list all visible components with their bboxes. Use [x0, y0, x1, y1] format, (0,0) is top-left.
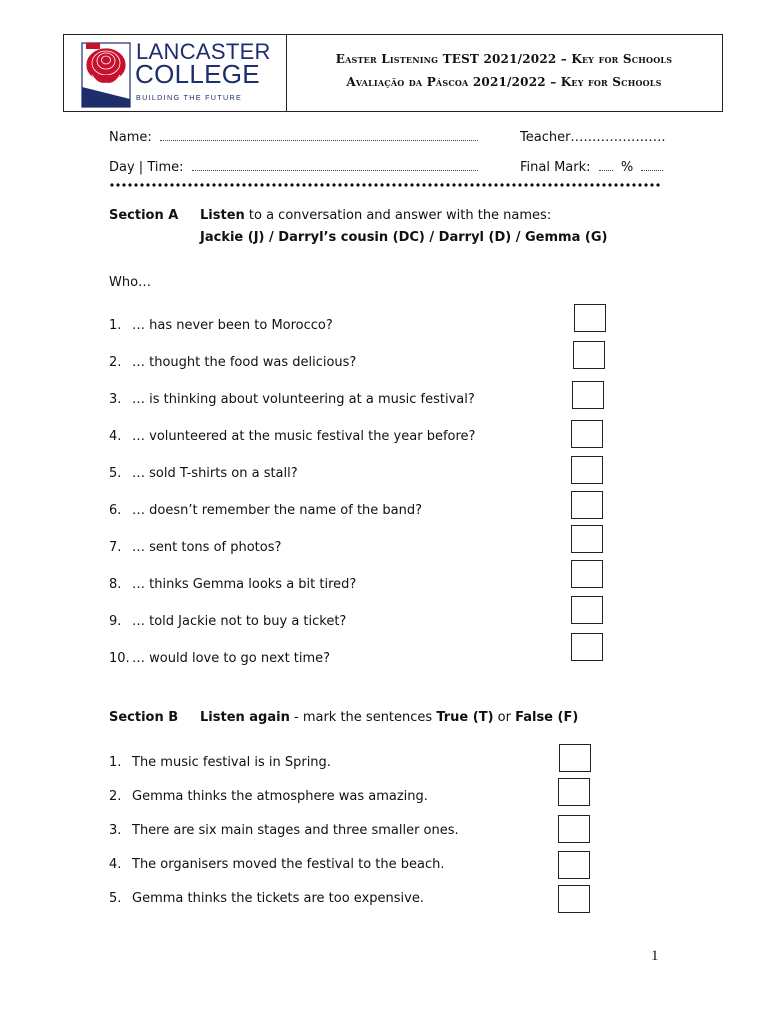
section-a-instruction-bold: Listen: [200, 208, 245, 223]
section-a-answer-box-10[interactable]: [571, 633, 603, 661]
question-number: 10.: [109, 651, 130, 666]
section-b-heading: [109, 710, 178, 725]
question-number: 8.: [109, 577, 122, 592]
section-a-answer-box-9[interactable]: [571, 596, 603, 624]
question-number: 4.: [109, 429, 122, 444]
logo-cell: [64, 35, 287, 111]
section-a-question-7: [109, 540, 281, 555]
teacher-field: [520, 130, 666, 145]
question-text: The organisers moved the festival to the beach.: [132, 857, 445, 872]
section-a-answer-box-7[interactable]: [571, 525, 603, 553]
final-mark-percent-blank[interactable]: [641, 160, 663, 171]
section-b-question-1: [109, 755, 331, 770]
question-text: … thinks Gemma looks a bit tired?: [132, 577, 357, 592]
section-b-instruction-mid: - mark the sentences: [289, 710, 437, 725]
question-number: 2.: [109, 355, 122, 370]
or-label: or: [493, 710, 516, 725]
section-a-instruction-rest: to a conversation and answer with the names:: [244, 208, 552, 223]
question-number: 1.: [109, 755, 122, 770]
percent-sign: %: [620, 160, 634, 175]
section-a-names: Jackie (J) / Darryl’s cousin (DC) / Darryl (D) / Gemma (G): [200, 230, 608, 245]
question-text: … sent tons of photos?: [132, 540, 282, 555]
question-number: 3.: [109, 392, 122, 407]
question-text: Gemma thinks the atmosphere was amazing.: [132, 789, 428, 804]
header-table: [63, 34, 723, 112]
question-number: 5.: [109, 466, 122, 481]
question-number: 7.: [109, 540, 122, 555]
section-b-instruction: [200, 710, 578, 725]
question-text: … told Jackie not to buy a ticket?: [132, 614, 347, 629]
section-b-question-4: [109, 857, 444, 872]
section-b-answer-box-2[interactable]: [558, 778, 590, 806]
separator-line: [109, 183, 660, 187]
section-a-question-8: [109, 577, 356, 592]
false-label: False (F): [515, 710, 579, 725]
section-a-answer-box-5[interactable]: [571, 456, 603, 484]
logo-line1: LANCASTER: [136, 39, 271, 64]
section-a-question-10: [109, 651, 330, 666]
section-a-answer-box-3[interactable]: [572, 381, 604, 409]
name-blank[interactable]: [160, 130, 478, 141]
rose-icon: [78, 39, 134, 111]
question-text: … is thinking about volunteering at a music festival?: [132, 392, 475, 407]
day-time-label: Day | Time:: [109, 160, 184, 175]
section-a-answer-box-6[interactable]: [571, 491, 603, 519]
question-text: … would love to go next time?: [132, 651, 331, 666]
name-label: Name:: [109, 130, 152, 145]
true-label: True (T): [436, 710, 494, 725]
question-number: 5.: [109, 891, 122, 906]
section-a-question-4: [109, 429, 475, 444]
question-text: … doesn’t remember the name of the band?: [132, 503, 423, 518]
section-a-question-2: [109, 355, 356, 370]
section-b-answer-box-5[interactable]: [558, 885, 590, 913]
question-text: … thought the food was delicious?: [132, 355, 357, 370]
final-mark-blank[interactable]: [599, 160, 613, 171]
who-label: Who…: [109, 275, 152, 290]
question-text: The music festival is in Spring.: [132, 755, 331, 770]
question-number: 2.: [109, 789, 122, 804]
section-a-question-6: [109, 503, 422, 518]
section-b-answer-box-3[interactable]: [558, 815, 590, 843]
section-b-answer-box-1[interactable]: [559, 744, 591, 772]
final-mark-field: [520, 160, 663, 175]
question-text: Gemma thinks the tickets are too expensive.: [132, 891, 424, 906]
section-b-question-3: [109, 823, 459, 838]
final-mark-label: Final Mark:: [520, 160, 591, 175]
section-a-answer-box-1[interactable]: [574, 304, 606, 332]
question-text: … volunteered at the music festival the year before?: [132, 429, 476, 444]
question-number: 1.: [109, 318, 122, 333]
logo-tagline: BUILDING THE FUTURE: [136, 93, 243, 102]
section-b-question-5: [109, 891, 424, 906]
question-number: 3.: [109, 823, 122, 838]
section-a-instruction: [200, 208, 551, 223]
section-a-answer-box-2[interactable]: [573, 341, 605, 369]
section-b-question-2: [109, 789, 428, 804]
title-cell: [286, 35, 722, 111]
question-number: 9.: [109, 614, 122, 629]
page-number: 1: [651, 948, 659, 964]
section-a-question-1: [109, 318, 333, 333]
section-a-answer-box-4[interactable]: [571, 420, 603, 448]
logo-line2: COLLEGE: [135, 59, 260, 89]
section-b-instruction-bold: Listen again: [200, 710, 290, 725]
section-a-question-3: [109, 392, 475, 407]
section-b-label: Section B: [109, 710, 179, 725]
section-b-answer-box-4[interactable]: [558, 851, 590, 879]
section-a-heading: [109, 208, 178, 223]
title-line-1: Easter Listening TEST 2021/2022 – Key for Schools: [335, 52, 673, 66]
question-number: 4.: [109, 857, 122, 872]
section-a-label: Section A: [109, 208, 179, 223]
section-a-question-5: [109, 466, 298, 481]
teacher-label[interactable]: Teacher………………….: [520, 130, 666, 145]
question-text: … has never been to Morocco?: [132, 318, 333, 333]
name-field: [109, 130, 478, 145]
question-text: There are six main stages and three smaller ones.: [132, 823, 459, 838]
day-time-field: [109, 160, 478, 175]
question-text: … sold T-shirts on a stall?: [132, 466, 298, 481]
section-a-answer-box-8[interactable]: [571, 560, 603, 588]
section-a-question-9: [109, 614, 346, 629]
day-time-blank[interactable]: [192, 160, 478, 171]
question-number: 6.: [109, 503, 122, 518]
title-line-2: Avaliação da Páscoa 2021/2022 – Key for Schools: [346, 75, 662, 89]
